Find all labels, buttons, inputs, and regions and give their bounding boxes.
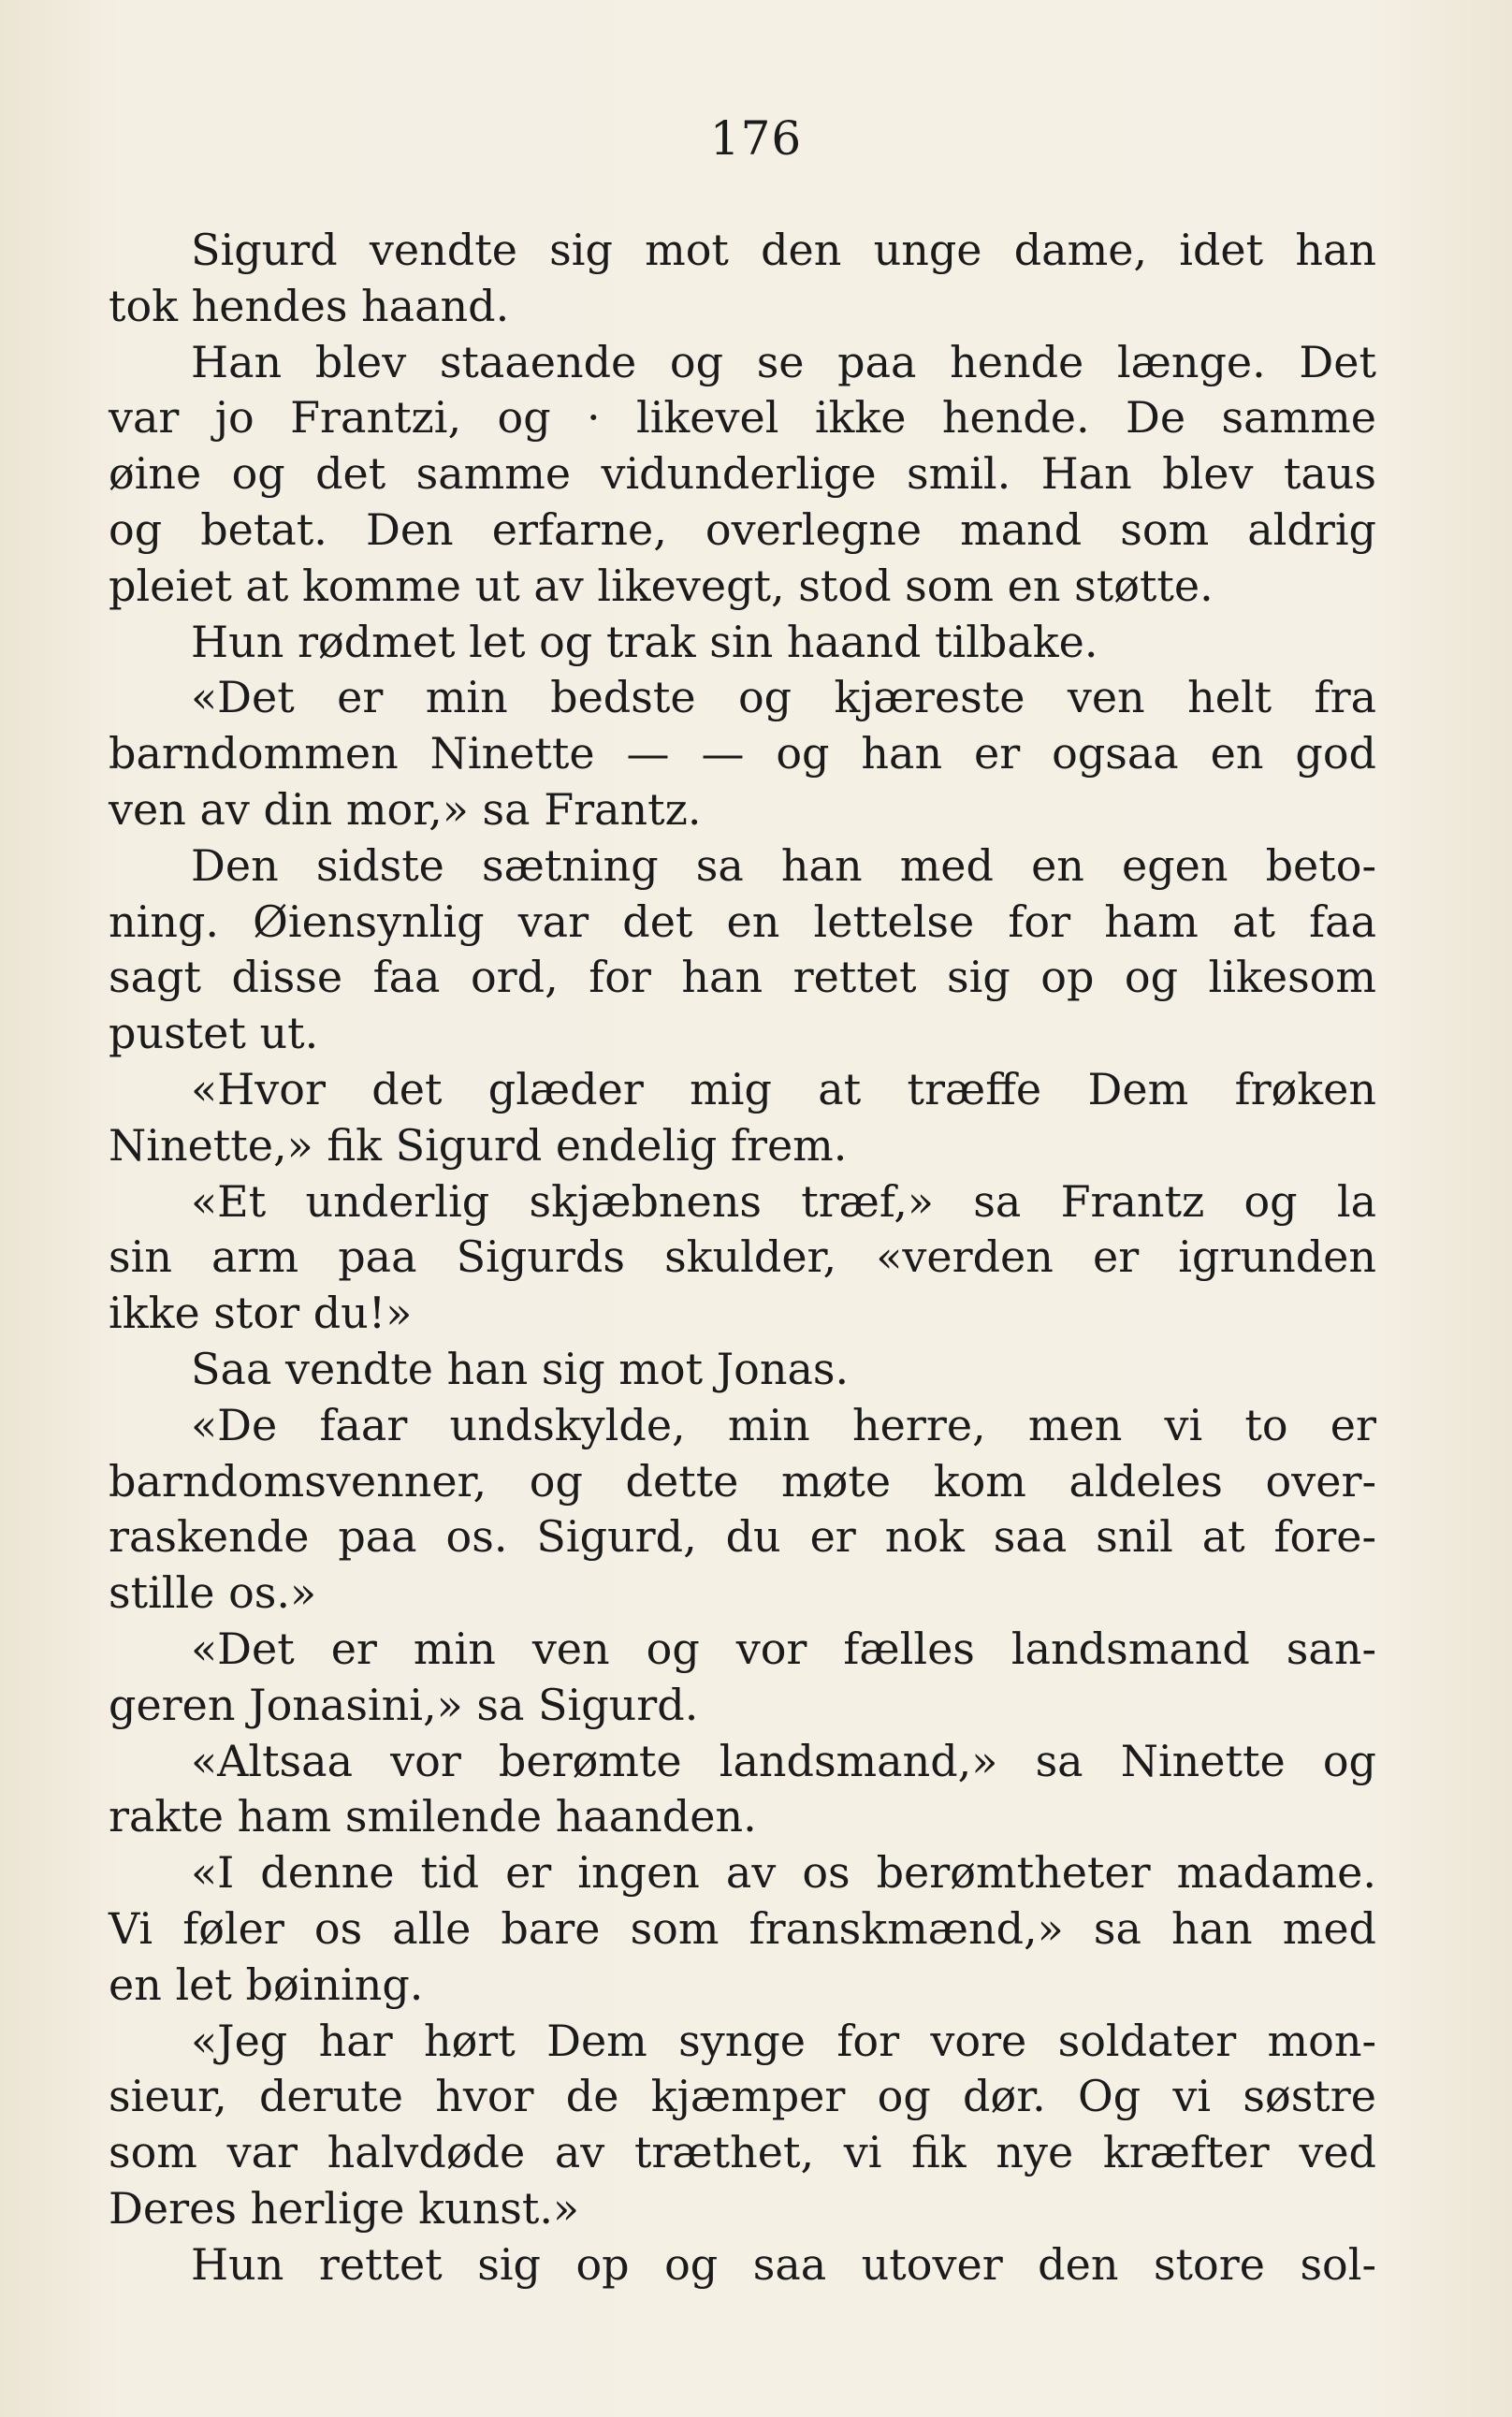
- text-line: Saa vendte han sig mot Jonas.: [191, 1343, 850, 1394]
- text-line: Hun rødmet let og trak sin haand tilbake.: [191, 616, 1098, 667]
- text-line: rakte ham smilende haanden.: [109, 1791, 757, 1842]
- text-line: «Jeg har hørt Dem synge for vore soldater mon-: [191, 2015, 1376, 2066]
- text-line: «Det er min ven og vor fælles landsmand san-: [191, 1623, 1376, 1674]
- text-line: barndommen Ninette — — og han er ogsaa en god: [109, 728, 1376, 779]
- text-line: «Et underlig skjæbnens træf,» sa Frantz og la: [191, 1175, 1376, 1227]
- text-line: Vi føler os alle bare som franskmænd,» sa han med: [109, 1902, 1376, 1954]
- text-line: «Altsaa vor berømte landsmand,» sa Ninette og: [191, 1735, 1376, 1786]
- text-line: barndomsvenner, og dette møte kom aldeles over-: [109, 1455, 1376, 1507]
- text-line: og betat. Den erfarne, overlegne mand som aldrig: [109, 503, 1376, 555]
- text-line: ikke stor du!»: [109, 1288, 413, 1339]
- text-line: pustet ut.: [109, 1008, 319, 1059]
- text-line: ven av din mor,» sa Frantz.: [109, 783, 702, 835]
- text-line: sagt disse faa ord, for han rettet sig op og likesom: [109, 952, 1376, 1003]
- text-line: som var halvdøde av træthet, vi fik nye kræfter ved: [109, 2127, 1376, 2178]
- text-line: var jo Frantzi, og · likevel ikke hende. De samme: [109, 392, 1376, 444]
- text-line: geren Jonasini,» sa Sigurd.: [109, 1679, 699, 1730]
- text-line: «I denne tid er ingen av os berømtheter madame.: [191, 1847, 1376, 1899]
- text-line: en let bøining.: [109, 1958, 424, 2010]
- text-line: sin arm paa Sigurds skulder, «verden er igrunden: [109, 1231, 1376, 1283]
- text-line: Den sidste sætning sa han med en egen beto-: [191, 839, 1376, 891]
- text-line: stille os.»: [109, 1567, 317, 1619]
- text-line: ning. Øiensynlig var det en lettelse for ham at faa: [109, 895, 1376, 947]
- text-line: Deres herlige kunst.»: [109, 2182, 580, 2234]
- page-number: 176: [709, 111, 803, 166]
- text-line: «Hvor det glæder mig at træffe Dem frøken: [191, 1063, 1376, 1114]
- text-line: Sigurd vendte sig mot den unge dame, idet han: [191, 225, 1376, 275]
- text-line: øine og det samme vidunderlige smil. Han blev taus: [109, 448, 1376, 500]
- text-line: Ninette,» fik Sigurd endelig frem.: [109, 1119, 848, 1171]
- text-line: raskende paa os. Sigurd, du er nok saa snil at fore-: [109, 1511, 1376, 1563]
- text-line: «De faar undskylde, min herre, men vi to er: [191, 1399, 1376, 1450]
- text-line: Hun rettet sig op og saa utover den store sol-: [191, 2238, 1376, 2290]
- text-line: «Det er min bedste og kjæreste ven helt fra: [191, 672, 1376, 723]
- text-line: sieur, derute hvor de kjæmper og dør. Og vi søstre: [109, 2071, 1376, 2122]
- body-text: [109, 223, 1376, 2293]
- text-line: pleiet at komme ut av likevegt, stod som en støtte.: [109, 560, 1214, 611]
- text-line: tok hendes haand.: [109, 280, 510, 331]
- text-line: Han blev staaende og se paa hende længe. Det: [191, 336, 1376, 387]
